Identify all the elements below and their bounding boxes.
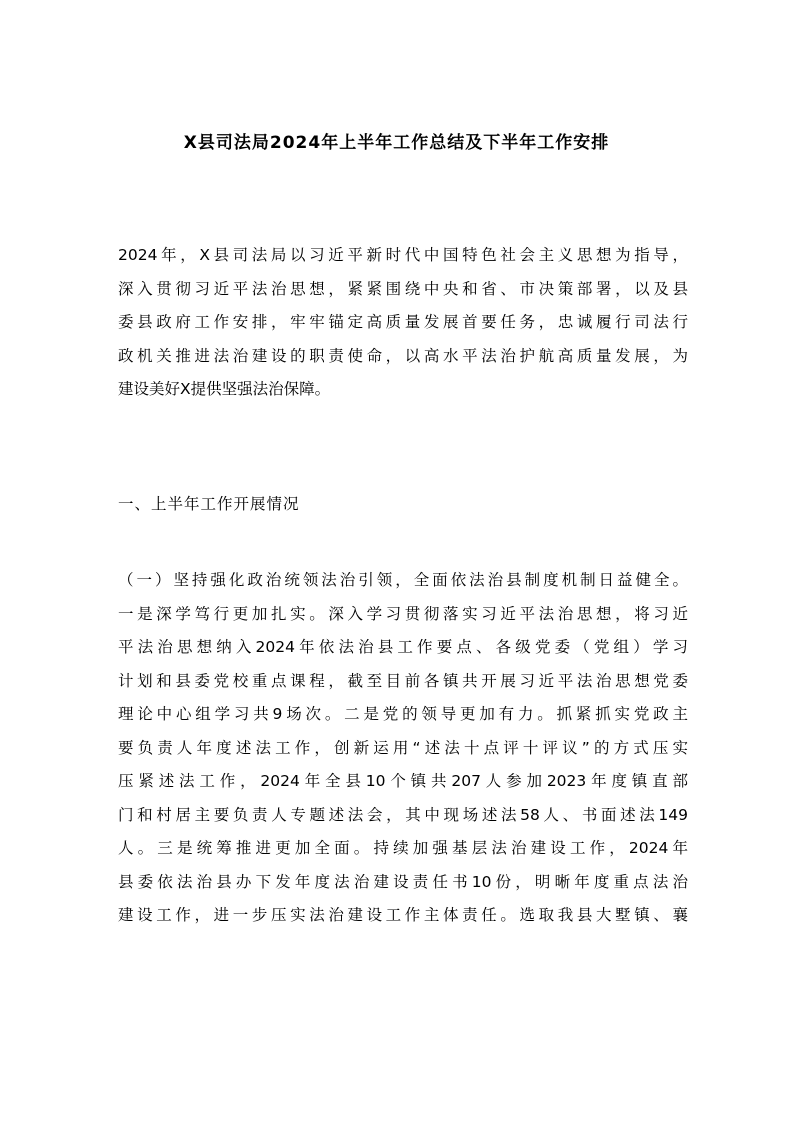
section-heading: 一、上半年工作开展情况 <box>118 495 300 513</box>
section-1-line: 门和村居主要负责人专题述法会，其中现场述法58人、书面述法149 <box>118 805 688 824</box>
intro-paragraph <box>118 239 688 407</box>
section-1-line: 县委依法治县办下发年度法治建设责任书10份，明晰年度重点法治 <box>118 872 688 891</box>
section-1-line: 一是深学笃行更加扎实。深入学习贯彻落实习近平法治思想，将习近 <box>118 604 688 623</box>
section-1-line: （一）坚持强化政治统领法治引领，全面依法治县制度机制日益健全。 <box>118 571 688 589</box>
section-1-line: 压紧述法工作，2024年全县10个镇共207人参加2023年度镇直部 <box>118 772 688 790</box>
section-1-line: 要负责人年度述法工作，创新运用“述法十点评十评议”的方式压实 <box>118 738 688 757</box>
section-1-line: 建设工作，进一步压实法治建设工作主体责任。选取我县大墅镇、襄 <box>118 906 688 924</box>
intro-line: 委县政府工作安排，牢牢锚定高质量发展首要任务，忠诚履行司法行 <box>118 313 688 331</box>
intro-line: 建设美好X提供坚强法治保障。 <box>118 380 331 398</box>
section-1-line: 理论中心组学习共9场次。二是党的领导更加有力。抓紧抓实党政主 <box>118 705 688 723</box>
section-1-line: 人。三是统筹推进更加全面。持续加强基层法治建设工作，2024年 <box>118 839 688 857</box>
intro-line: 政机关推进法治建设的职责使命，以高水平法治护航高质量发展，为 <box>118 346 688 365</box>
section-1-line: 计划和县委党校重点课程，截至目前各镇共开展习近平法治思想党委 <box>118 671 688 690</box>
section-1-paragraph <box>118 564 688 933</box>
intro-line: 深入贯彻习近平法治思想，紧紧围绕中央和省、市决策部署，以及县 <box>118 279 688 298</box>
document-title: X县司法局2024年上半年工作总结及下半年工作安排 <box>183 133 610 153</box>
intro-line: 2024年，X县司法局以习近平新时代中国特色社会主义思想为指导， <box>118 246 688 264</box>
section-1-line: 平法治思想纳入2024年依法治县工作要点、各级党委（党组）学习 <box>118 638 688 656</box>
